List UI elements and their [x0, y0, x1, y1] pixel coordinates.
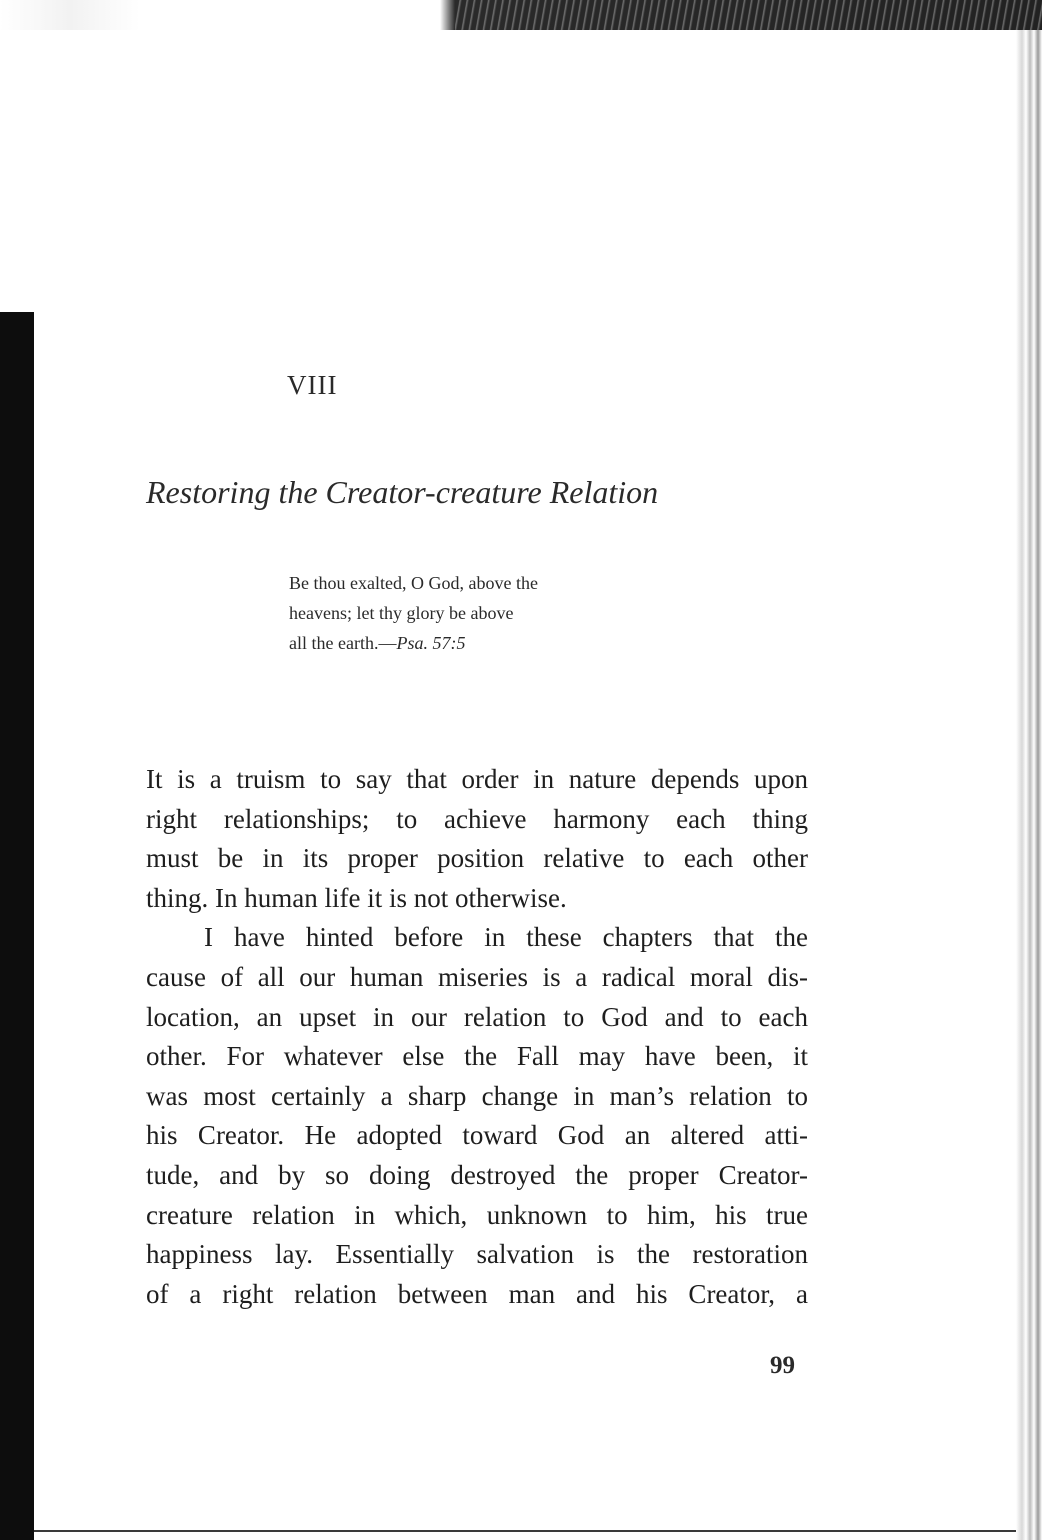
- text-line: I have hinted before in these chapters that the: [204, 922, 808, 953]
- text-line: happiness lay. Essentially salvation is the restoration: [146, 1239, 808, 1270]
- epigraph-line: Be thou exalted, O God, above the: [289, 573, 538, 593]
- epigraph-line: heavens; let thy glory be above: [289, 603, 514, 623]
- text-line: was most certainly a sharp change in man’s relation to: [146, 1080, 808, 1111]
- text-line: It is a truism to say that order in nature depends upon: [146, 764, 808, 794]
- epigraph-line-text: all the earth.—: [289, 633, 397, 653]
- text-line: location, an upset in our relation to God and to each: [146, 1001, 808, 1032]
- text-line: his Creator. He adopted toward God an altered atti-: [146, 1120, 808, 1151]
- text-line: right relationships; to achieve harmony each thing: [146, 803, 808, 834]
- text-line: thing. In human life it is not otherwise.: [146, 882, 567, 913]
- paragraph: [146, 760, 808, 918]
- epigraph-line: [289, 628, 669, 658]
- text-line: of a right relation between man and his Creator, a: [146, 1278, 808, 1309]
- paragraph: [146, 918, 808, 1314]
- text-line: must be in its proper position relative to each other: [146, 843, 808, 874]
- text-line: other. For whatever else the Fall may have been, it: [146, 1041, 808, 1072]
- scan-artifact-left-edge: [0, 312, 34, 1540]
- epigraph: [289, 568, 669, 658]
- text-line: tude, and by so doing destroyed the proper Creator-: [146, 1159, 808, 1190]
- scan-artifact-bottom-line: [34, 1530, 1016, 1532]
- epigraph-reference: Psa. 57:5: [396, 633, 466, 653]
- page-number: 99: [770, 1352, 795, 1379]
- body-text: [146, 760, 808, 1314]
- chapter-title: Restoring the Creator-creature Relation: [146, 474, 659, 510]
- text-line: creature relation in which, unknown to him, his true: [146, 1199, 808, 1230]
- text-line: cause of all our human miseries is a radical moral dis-: [146, 961, 808, 992]
- chapter-number: VIII: [287, 370, 338, 400]
- scan-artifact-top-stripes: [455, 0, 1042, 30]
- scan-artifact-right-edge: [1016, 30, 1042, 1540]
